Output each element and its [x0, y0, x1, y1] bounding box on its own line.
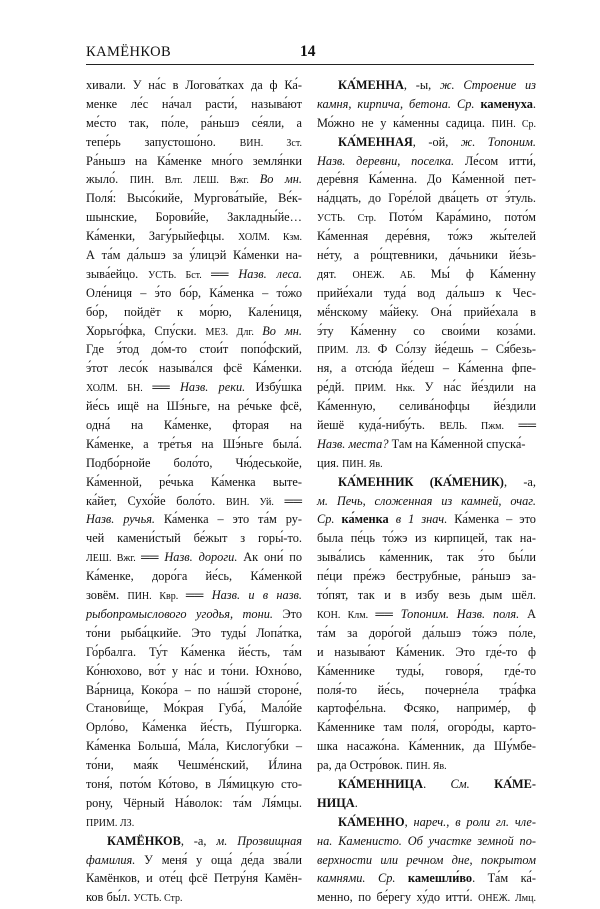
source-abbrev: МЕЗ. Длг. — [205, 326, 263, 338]
text-span: ══ — [152, 380, 181, 395]
text-line — [86, 152, 302, 171]
text-span: то́ни, мая́к Чешме́нский, И́лина — [86, 758, 302, 773]
text-line — [86, 775, 302, 794]
text-line — [86, 851, 302, 870]
text-line — [317, 265, 536, 284]
definition-text: Назв. и в назв. — [211, 588, 302, 603]
text-span: шка насажо́на. Ка́менник, да Шу́мбе- — [317, 739, 536, 754]
text-span: Ка́меннике туды́, говоря́, где́-то — [317, 663, 536, 678]
text-line — [317, 794, 536, 813]
text-span: йешё куда́-нибу́ть. — [317, 418, 440, 433]
text-line — [86, 473, 302, 492]
definition-text: См. — [450, 776, 470, 791]
running-head-entry: КАМЁНКОВ — [86, 44, 172, 60]
text-span: Ка́менки, Загу́рыйефцы. — [86, 229, 239, 244]
text-line — [317, 227, 536, 246]
text-line — [317, 76, 536, 95]
text-span: зыва́лись ка́менник, так э́то бы́ли — [317, 550, 536, 565]
definition-text: м. Печь, сложенная из камней, очаг. — [317, 493, 536, 508]
source-abbrev: ПИН. Ср. — [491, 118, 536, 130]
headword: КА́МЕ- — [494, 776, 536, 791]
text-line — [86, 454, 302, 473]
source-abbrev: ВЕЛЬ. — [439, 421, 482, 433]
text-span: прийе́хали туда́ вод да́льшэ к Чес- — [317, 285, 536, 300]
text-span — [389, 512, 396, 526]
definition-text: камнями. Ср. — [317, 871, 396, 886]
source-abbrev: Зст. — [286, 137, 302, 149]
text-span: йе́сь ищё на Шэ́ньге, на ре́чьке фсё, — [86, 399, 302, 414]
text-span: А — [519, 606, 536, 621]
text-span: Ка́менке, а тре́тья на Шэ́ньге была́. — [86, 436, 302, 451]
source-abbrev: КОН. Клм. — [317, 609, 376, 621]
text-span: ══ — [141, 550, 165, 565]
source-abbrev: ПРИМ. ЛЗ. — [86, 817, 135, 829]
text-span: картофе́льна. Фсяко, наприме́р, ф — [317, 701, 536, 716]
text-line — [317, 152, 536, 171]
text-span: Это — [272, 606, 303, 621]
text-span: Хорьго́фка, Спу́ски. — [86, 323, 206, 338]
text-span: Ва́рница, Коко́ра – по на́шэй стороне́, — [86, 682, 302, 697]
text-span: была пе́ць то́жэ из кирпицей, так на- — [317, 531, 536, 546]
source-abbrev: УСТЬ. Бст. — [148, 269, 212, 281]
text-line — [317, 510, 536, 529]
text-line — [86, 359, 302, 378]
definition-text: Топоним. Назв. поля. — [400, 606, 520, 621]
definition-text: Назв. места? — [317, 436, 389, 451]
definition-text: верхности или речном дне, покрытом — [317, 852, 536, 867]
text-line — [317, 662, 536, 681]
text-line — [317, 359, 536, 378]
text-line — [317, 473, 536, 492]
text-span: шынские, Борови́йе, Закладны́йе… — [86, 210, 302, 225]
text-line — [317, 888, 536, 907]
text-span: ме́сто так, по́ле, ра́ньшэ се́яли, а — [86, 115, 302, 130]
definition-text: рыбопромыслового угодья, тони. — [86, 606, 273, 621]
definition-text: на. Каменисто. Об участке земной по- — [317, 833, 536, 848]
definition-text: Во мн. — [262, 323, 302, 338]
text-span: Ко́нюхово, во́т у на́с и то́ни. Юхно́во, — [86, 663, 302, 678]
text-span: дере́вня Ка́менна. До Ка́менной пет- — [317, 172, 536, 187]
text-line — [317, 246, 536, 265]
text-span: Избу́шка — [245, 380, 303, 395]
text-span: рону, Чёрный На́волок: та́м Ля́мцы. — [86, 795, 302, 810]
headword: каменуха — [480, 96, 533, 111]
text-line — [317, 756, 536, 775]
text-line — [317, 492, 536, 511]
source-abbrev: УСТЬ. Стр. — [317, 213, 389, 225]
text-line — [317, 454, 536, 473]
text-line — [86, 605, 302, 624]
text-line — [86, 340, 302, 359]
headword: КА́МЕННАЯ — [338, 134, 413, 149]
text-line — [86, 832, 302, 851]
text-span: У на́с йе́здили на — [424, 380, 537, 395]
text-span: ра, да Остро́вок. — [317, 758, 407, 773]
text-line — [317, 681, 536, 700]
text-line — [86, 397, 302, 416]
text-span: мё́нскому ма́йеку. Она́ прийе́хала в — [317, 304, 536, 319]
definition-text: в 1 знач. — [395, 512, 448, 527]
text-span: Оле́ниця – э́то бо́р, Ка́менка – то́жо — [86, 285, 302, 300]
text-line — [86, 246, 302, 265]
text-line — [86, 737, 302, 756]
source-abbrev: ПИН. Яв. — [406, 761, 447, 773]
text-span: Ка́менка – это — [447, 512, 536, 527]
text-span: , -ы, — [403, 78, 440, 92]
text-span: чей камени́стый бе́жыт з горы́-то. — [86, 531, 302, 546]
text-line — [86, 133, 302, 152]
definition-text: Назв. реки. — [180, 380, 246, 395]
headword: ка́менка — [341, 512, 389, 527]
text-span: ══ — [273, 493, 303, 508]
text-line — [86, 718, 302, 737]
text-line — [86, 170, 302, 189]
source-abbrev: ПИН. Яв. — [342, 458, 383, 470]
text-span: на́дцать, до Горе́лой два́цеть от э́туль. — [317, 191, 536, 206]
source-abbrev: ПИН. Влт. ЛЕШ. Вжг. — [129, 175, 260, 187]
headword: КА́МЕННА — [338, 78, 404, 92]
definition-text: Назв. деревни, поселка. — [317, 153, 455, 168]
text-line — [86, 227, 302, 246]
text-span: менке ле́с на́чал расти́, называ́ют — [86, 96, 302, 111]
text-line — [86, 76, 302, 95]
text-line — [86, 208, 302, 227]
definition-text: ж. Строение из — [439, 78, 536, 92]
text-span: Орло́во, Ка́менка йе́сть, Пу́шгорка. — [86, 720, 302, 735]
text-span: дят. — [317, 266, 353, 281]
text-line — [86, 586, 302, 605]
definition-text: м. Прозвищная — [216, 833, 302, 848]
text-span: . — [354, 795, 358, 810]
text-span: У меня́ у оща́ де́да зва́ли — [135, 852, 302, 867]
text-line — [86, 510, 302, 529]
text-line — [317, 303, 536, 322]
text-line — [317, 775, 536, 794]
source-abbrev: ПРИМ. Нкк. — [354, 383, 425, 395]
definition-text: Во мн. — [259, 172, 303, 187]
text-line — [317, 114, 536, 133]
text-span: ══ — [185, 588, 212, 603]
source-abbrev: ВИН. — [239, 137, 287, 149]
text-span: Ка́менке, доро́га йе́сь, Ка́менкой — [86, 569, 302, 584]
text-line — [317, 567, 536, 586]
text-span: ня, а отсю́да йе́деш – Ка́менна фпе- — [317, 361, 536, 376]
text-line — [317, 284, 536, 303]
text-span: менно, по бе́регу ху́до итти́. — [317, 890, 479, 905]
text-line — [86, 114, 302, 133]
source-abbrev: ЛЕШ. Вжг. — [86, 553, 142, 565]
text-span: та́м за доро́гой да́льшэ то́жэ по́ле, — [317, 625, 536, 640]
text-line — [317, 170, 536, 189]
text-span: пе́ци пре́жэ беструбные, ра́ньшэ за- — [317, 569, 536, 584]
text-span: . — [423, 776, 451, 791]
headword: КАМЁНКОВ — [107, 833, 181, 848]
text-span: одна́ на Ка́менке, фторая на — [86, 418, 302, 433]
text-span: Ра́ньшэ на Ка́менке мно́го земля́нки — [86, 153, 302, 168]
text-span: ══ — [504, 418, 537, 433]
text-span: Ле́сом итти́, — [454, 153, 536, 168]
text-span: жыло́. — [86, 172, 130, 187]
text-span: Пото́м Кара́мино, пото́м — [388, 210, 536, 225]
source-abbrev: ПРИМ. ЛЗ. — [317, 345, 378, 357]
text-line — [86, 189, 302, 208]
definition-text: фамилия. — [86, 852, 136, 867]
text-span: Мы́ ф Ка́менну — [430, 266, 536, 281]
text-span: Ка́менка Больша́, Ма́ла, Кислогу́бки – — [86, 739, 302, 754]
text-span: , -а, — [503, 474, 536, 489]
text-span: Ак они́ по — [237, 550, 303, 565]
left-text-column — [86, 76, 302, 907]
text-span: ══ — [211, 266, 239, 281]
text-span: поля́-то йе́сь, почерне́ла тра́фка — [317, 682, 536, 697]
text-line — [86, 643, 302, 662]
text-line — [86, 416, 302, 435]
text-span — [395, 871, 407, 885]
text-line — [317, 529, 536, 548]
text-span: . Та́м ка́- — [472, 871, 537, 886]
definition-text: Назв. ручья. — [86, 512, 156, 527]
text-line — [317, 548, 536, 567]
text-span: зовём. — [86, 588, 128, 603]
text-span: Где э́тод до́м-то стои́т попо́фский, — [86, 342, 302, 357]
text-line — [317, 643, 536, 662]
definition-text: Ср. — [317, 512, 335, 527]
headword: НИЦА — [317, 795, 355, 810]
text-span — [470, 777, 494, 791]
text-span: Ка́менную, селива́нофцы йе́здили — [317, 399, 536, 414]
text-span: хивали. У на́с в Логова́тках да ф Ка́- — [86, 78, 302, 92]
text-line — [86, 888, 302, 907]
definition-text: Назв. леса. — [238, 266, 302, 281]
page-number: 14 — [300, 43, 316, 60]
text-span: А та́м да́льшэ за у́лицэй Ка́менки на- — [86, 248, 302, 263]
text-span: э́тот лесо́к называ́лся фсё Ка́менки. — [86, 361, 302, 376]
text-span: Мо́жно не у ка́менны садица. — [317, 115, 492, 130]
definition-text: камня, кирпича, бетона. Ср. — [317, 96, 475, 111]
text-line — [317, 832, 536, 851]
text-line — [317, 586, 536, 605]
text-span: , — [404, 814, 414, 829]
text-line — [86, 492, 302, 511]
source-abbrev: ХОЛМ. Кзм. — [238, 232, 302, 244]
text-span: Камёнков, и оте́ц фсё Петру́ня Камён- — [86, 871, 302, 886]
text-line — [86, 529, 302, 548]
text-line — [317, 851, 536, 870]
header-rule — [86, 64, 534, 65]
text-span: тепе́рь запустошо́но. — [86, 134, 240, 149]
text-span — [335, 512, 342, 526]
text-line — [86, 95, 302, 114]
text-span: то́пят, так и в избу везь дым шёл. — [317, 588, 536, 603]
source-abbrev: ХОЛМ. БН. — [86, 383, 153, 395]
text-line — [86, 794, 302, 813]
text-line — [317, 340, 536, 359]
text-line — [317, 189, 536, 208]
text-line — [86, 303, 302, 322]
text-line — [317, 813, 536, 832]
source-abbrev: УСТЬ. Стр. — [133, 893, 183, 905]
text-span: , -ой, — [412, 134, 461, 149]
text-line — [86, 756, 302, 775]
source-abbrev: Пжм. — [481, 421, 505, 433]
text-span: Ка́менная дере́вня, то́жэ жы́телей — [317, 229, 536, 244]
text-line — [86, 869, 302, 888]
text-span: . — [532, 96, 537, 111]
text-line — [86, 265, 302, 284]
text-line — [317, 699, 536, 718]
text-line — [86, 435, 302, 454]
source-abbrev: ОНЕЖ. АБ. — [352, 269, 431, 281]
text-line — [317, 737, 536, 756]
text-line — [86, 681, 302, 700]
text-span: ция. — [317, 455, 343, 470]
text-span: Ка́менной, ре́чька Ка́менка выте- — [86, 474, 302, 489]
text-span: и называ́ют Ка́меник. Это где́-то ф — [317, 644, 536, 659]
text-line — [86, 662, 302, 681]
text-span: Подбо́рнойе боло́то, Чю́деськойе, — [86, 455, 302, 470]
text-line — [317, 208, 536, 227]
text-span: Поля́: Высо́кийе, Мургова́тыйе, Ве́к- — [86, 191, 302, 206]
text-line — [86, 548, 302, 567]
text-line — [86, 284, 302, 303]
text-line — [317, 435, 536, 454]
text-span: ══ — [375, 606, 401, 621]
source-abbrev: ВИН. Уй. — [225, 496, 274, 508]
text-span: Ка́менка – это та́м ру- — [155, 512, 302, 527]
source-abbrev: ОНЕЖ. Лмц. — [478, 893, 536, 905]
text-span: Ка́меннике там поля́, огоро́ды, карто- — [317, 720, 536, 735]
definition-text: ж. Топоним. — [460, 134, 536, 149]
text-span: , -а, — [180, 833, 217, 848]
definition-text: Назв. дороги. — [164, 550, 238, 565]
right-text-column — [317, 76, 536, 907]
text-span: тоня́, пото́м Ко́тово, в Ля́мицкую сто- — [86, 776, 302, 791]
text-line — [86, 322, 302, 341]
text-line — [86, 624, 302, 643]
text-span: ков бы́л. — [86, 890, 134, 905]
headword: КА́МЕННИК (КА́МЕНИК) — [338, 474, 504, 489]
headword: КА́МЕННИЦА — [338, 776, 424, 791]
text-span: Го́рбалга. Ту́т Ка́менка йе́сть, та́м — [86, 644, 302, 659]
text-line — [86, 378, 302, 397]
text-line — [317, 869, 536, 888]
text-line — [317, 624, 536, 643]
text-span: Там на Ка́менной спуска́- — [388, 436, 526, 451]
text-span: не́ту, а ро́щтевники, да́чьники йе́зь- — [317, 248, 536, 263]
text-line — [317, 133, 536, 152]
text-span: ка́йет, Сухо́йе боло́то. — [86, 493, 226, 508]
text-span: бо́р, пойдёт к мо́рю, Кале́ниця, — [86, 304, 302, 319]
text-line — [86, 567, 302, 586]
text-line — [86, 699, 302, 718]
text-line — [317, 718, 536, 737]
text-line — [317, 322, 536, 341]
definition-text: нареч., в роли гл. чле- — [413, 814, 536, 829]
text-line — [317, 605, 536, 624]
text-span: ре́дй. — [317, 380, 355, 395]
text-line — [86, 813, 302, 832]
text-span: Ф Со́лзу йе́дешь – Ся́безь- — [377, 342, 536, 357]
text-span: э́ту Ка́менну со свои́ми коза́ми. — [317, 323, 536, 338]
text-span: Станови́ще, Мо́края Губа́, Мало́йе — [86, 701, 302, 716]
headword: КА́МЕННО — [338, 814, 405, 829]
text-span: зыва́ейцо. — [86, 266, 149, 281]
text-line — [317, 95, 536, 114]
text-line — [317, 397, 536, 416]
headword: камешли́во — [407, 871, 473, 886]
text-span: то́ни рыба́цкийе. Это туды́ Лопа́тка, — [86, 625, 302, 640]
text-line — [317, 378, 536, 397]
source-abbrev: ПИН. Квр. — [127, 591, 186, 603]
text-line — [317, 416, 536, 435]
